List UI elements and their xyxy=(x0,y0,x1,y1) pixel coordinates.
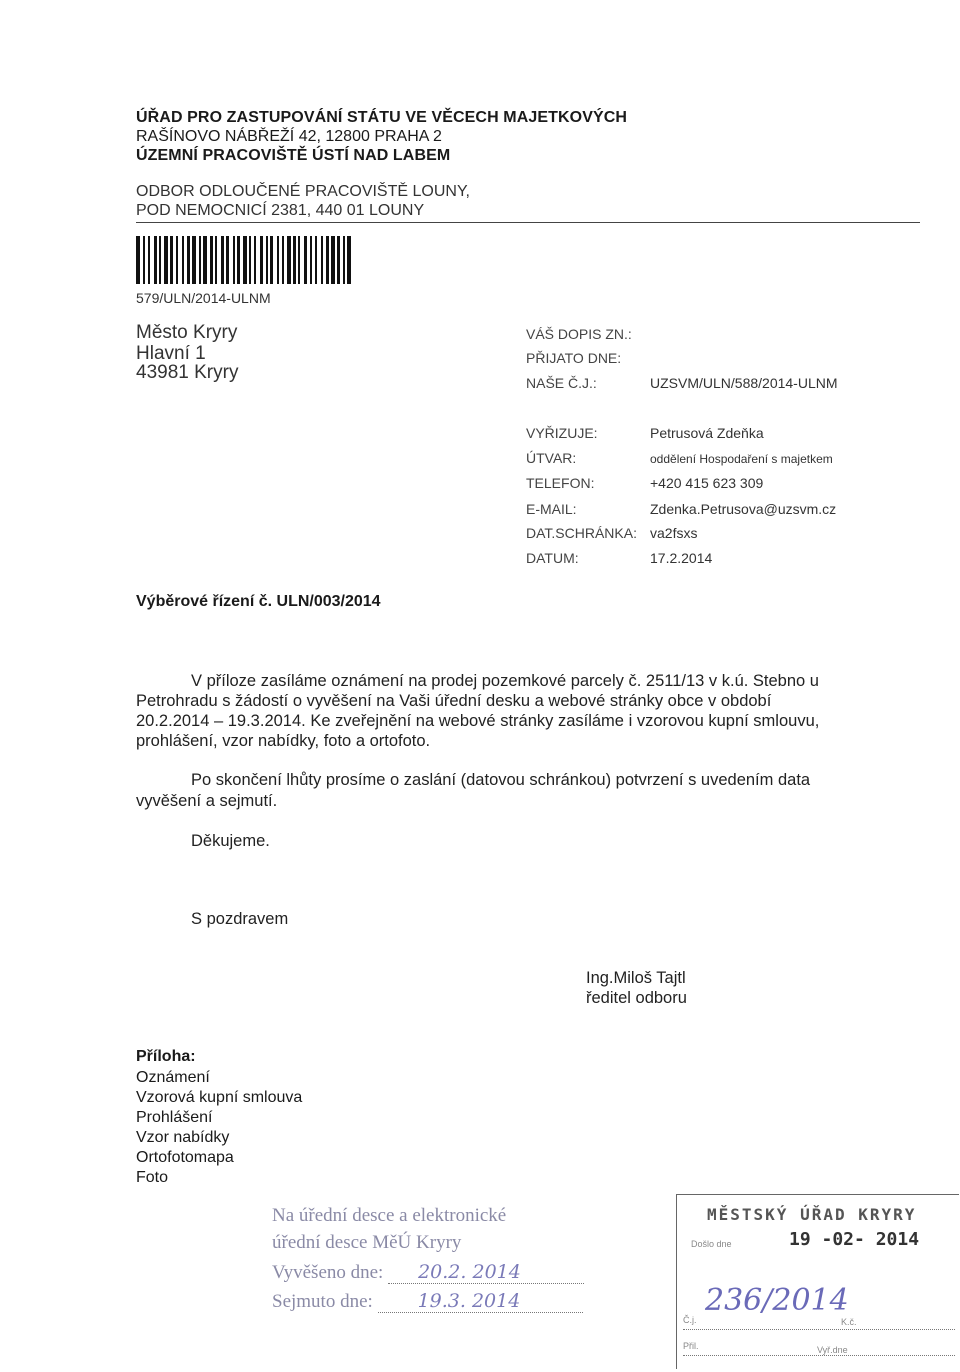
registry-line-2 xyxy=(683,1355,955,1356)
posting-stamp-line2: úřední desce MěÚ Kryry xyxy=(272,1232,462,1253)
sender-department-address: POD NEMOCNICÍ 2381, 440 01 LOUNY xyxy=(136,202,425,219)
attachment-item: Vzorová kupní smlouva xyxy=(136,1089,303,1106)
unit-value: oddělení Hospodaření s majetkem xyxy=(650,452,833,466)
attachment-item: Foto xyxy=(136,1169,169,1186)
removed-row xyxy=(272,1290,584,1313)
received-label: PŘIJATO DNE: xyxy=(526,350,622,366)
body-thanks: Děkujeme. xyxy=(191,832,270,850)
body-p1-line1: V příloze zasíláme oznámení na prodej pozemkové parcely č. 2511/13 v k.ú. Stebno u xyxy=(191,672,819,690)
sender-department: ODBOR ODLOUČENÉ PRACOVIŠTĚ LOUNY, xyxy=(136,183,470,200)
your-letter-label: VÁŠ DOPIS ZN.: xyxy=(526,326,632,342)
registry-office-name: MĚSTSKÝ ÚŘAD KRYRY xyxy=(707,1205,917,1224)
phone-value: +420 415 623 309 xyxy=(650,475,764,491)
recipient-name: Město Kryry xyxy=(136,322,238,343)
body-p1-line2: Petrohradu s žádostí o vyvěšení na Vaši úřední desku a webové stránky obce v období xyxy=(136,692,772,710)
registry-received-date: 19 -02- 2014 xyxy=(789,1229,920,1250)
removed-label: Sejmuto dne: xyxy=(272,1291,373,1312)
posting-stamp xyxy=(272,1205,584,1313)
body-p2-line2: vyvěšení a sejmutí. xyxy=(136,792,278,810)
registry-pril-label: Přil. xyxy=(683,1341,699,1351)
attachment-item: Ortofotomapa xyxy=(136,1149,234,1166)
barcode-number: 579/ULN/2014-ULNM xyxy=(136,290,271,306)
attachments-title: Příloha: xyxy=(136,1048,196,1065)
recipient-street: Hlavní 1 xyxy=(136,343,206,364)
body-p1-line3: 20.2.2014 – 19.3.2014. Ke zveřejnění na webové stránky zasíláme i vzorovou kupní smlouvu, xyxy=(136,712,820,730)
sender-regional-office: ÚZEMNÍ PRACOVIŠTĚ ÚSTÍ NAD LABEM xyxy=(136,147,451,164)
unit-label: ÚTVAR: xyxy=(526,450,577,466)
email-label: E-MAIL: xyxy=(526,501,577,517)
header-divider xyxy=(136,222,920,223)
posting-stamp-line1: Na úřední desce a elektronické xyxy=(272,1205,507,1226)
subject-line: Výběrové řízení č. ULN/003/2014 xyxy=(136,593,381,610)
our-ref-label: NAŠE Č.J.: xyxy=(526,375,597,391)
barcode-bar xyxy=(351,236,354,284)
phone-label: TELEFON: xyxy=(526,475,595,491)
handled-by-label: VYŘIZUJE: xyxy=(526,425,598,441)
registry-stamp xyxy=(676,1194,959,1369)
attachments-list xyxy=(136,1068,302,1188)
attachment-item: Vzor nabídky xyxy=(136,1129,230,1146)
registry-vyr-label: Vyř.dne xyxy=(817,1345,848,1355)
our-ref-value: UZSVM/ULN/588/2014-ULNM xyxy=(650,375,838,391)
sender-office-name: ÚŘAD PRO ZASTUPOVÁNÍ STÁTU VE VĚCECH MAJETKOVÝCH xyxy=(136,109,628,126)
email-value: Zdenka.Petrusova@uzsvm.cz xyxy=(650,501,837,517)
handled-by-value: Petrusová Zdeňka xyxy=(650,425,764,441)
barcode xyxy=(136,236,520,284)
date-label: DATUM: xyxy=(526,550,579,566)
registry-number-handwritten: 236/2014 xyxy=(705,1283,849,1318)
registry-line-1 xyxy=(683,1329,955,1330)
recipient-city: 43981 Kryry xyxy=(136,362,239,383)
body-greeting: S pozdravem xyxy=(191,910,289,928)
posted-date-handwritten: 20.2. 2014 xyxy=(388,1261,584,1284)
registry-received-label: Došlo dne xyxy=(691,1239,732,1249)
posted-row xyxy=(272,1261,584,1284)
registry-kc-label: K.č. xyxy=(841,1317,857,1327)
sender-address: RAŠÍNOVO NÁBŘEŽÍ 42, 12800 PRAHA 2 xyxy=(136,128,442,145)
date-value: 17.2.2014 xyxy=(650,550,713,566)
body-p2-line1: Po skončení lhůty prosíme o zaslání (datovou schránkou) potvrzení s uvedením data xyxy=(191,771,811,789)
attachment-item: Oznámení xyxy=(136,1069,210,1086)
attachment-item: Prohlášení xyxy=(136,1109,213,1126)
body-p1-line4: prohlášení, vzor nabídky, foto a ortofoto. xyxy=(136,732,431,750)
posted-label: Vyvěšeno dne: xyxy=(272,1262,384,1283)
removed-date-handwritten: 19.3. 2014 xyxy=(378,1290,583,1313)
signatory-name: Ing.Miloš Tajtl xyxy=(586,969,686,987)
registry-cj-label: Č.j. xyxy=(683,1315,697,1325)
data-box-label: DAT.SCHRÁNKA: xyxy=(526,525,637,541)
signatory-title: ředitel odboru xyxy=(586,989,687,1007)
data-box-value: va2fsxs xyxy=(650,525,698,541)
